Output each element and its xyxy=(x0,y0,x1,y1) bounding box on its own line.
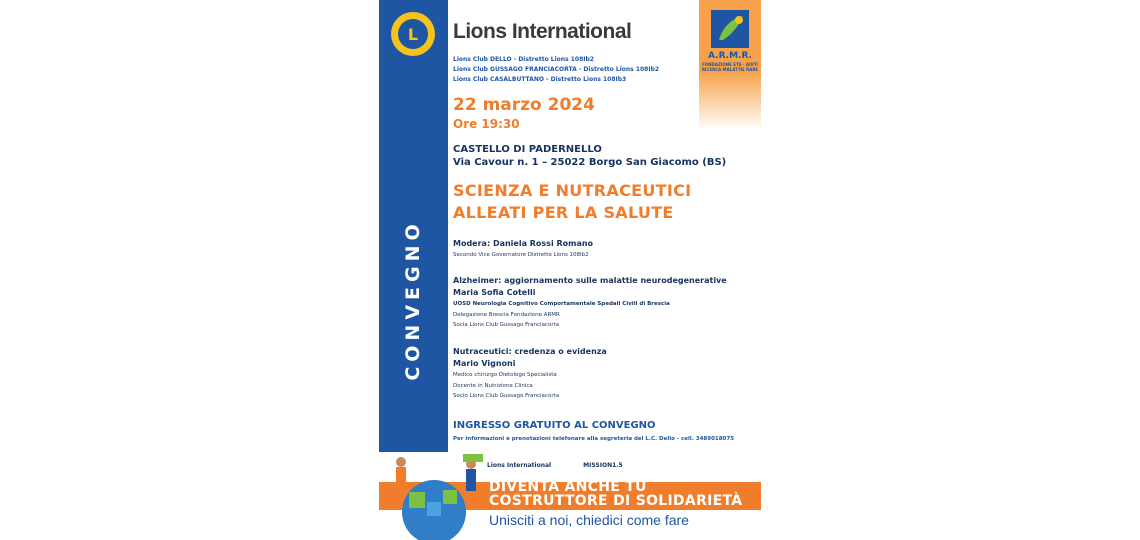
topic-line: SCIENZA E NUTRACEUTICI xyxy=(453,181,692,200)
club-line: Lions Club CASALBUTTANO - Distretto Lions 108Ib3 xyxy=(453,76,627,83)
venue-name: CASTELLO DI PADERNELLO xyxy=(453,144,602,155)
talk-block-2 xyxy=(453,346,753,402)
talk-speaker: Mario Vignoni xyxy=(453,359,516,368)
footer-lions-logo: Lions International xyxy=(487,462,552,469)
venue-address: Via Cavour n. 1 – 25022 Borgo San Giacomo (BS) xyxy=(453,157,727,168)
moderator-block xyxy=(453,238,753,261)
call-to-action-line: COSTRUTTORE DI SOLIDARIETÀ xyxy=(489,493,743,509)
lions-logo-icon xyxy=(389,10,437,58)
club-list xyxy=(453,55,659,85)
talk-speaker-line: Socio Lions Club Gussago Franciacorta xyxy=(453,393,560,399)
talk-speaker-line: Socia Lions Club Gussago Franciacorta xyxy=(453,322,560,328)
talk-speaker-line: Docente in Nutrizione Clinica xyxy=(453,382,533,389)
armr-subtitle: FONDAZIONE ETS · AIUTI RICERCA MALATTIE RARE xyxy=(701,62,759,72)
entry-title: INGRESSO GRATUITO AL CONVEGNO xyxy=(453,420,656,431)
svg-text:L: L xyxy=(407,25,419,44)
talk-title: Nutraceutici: credenza o evidenza xyxy=(453,347,607,356)
entry-info: Per informazioni e prenotazioni telefonare alla segreteria del L.C. Dello - cell. 3489018075 xyxy=(453,436,735,442)
event-venue xyxy=(453,143,726,169)
talk-speaker-line: Medico chirurgo Dietologo Specialista xyxy=(453,372,557,378)
moderator-role: Secondo Vice Governatore Distretto Lions 108Ib2 xyxy=(453,252,589,258)
armr-panel xyxy=(699,0,761,130)
event-time: Ore 19:30 xyxy=(453,117,520,131)
club-line: Lions Club DELLO - Distretto Lions 108Ib2 xyxy=(453,56,594,63)
topic-line: ALLEATI PER LA SALUTE xyxy=(453,203,674,222)
event-date: 22 marzo 2024 xyxy=(453,95,595,115)
talk-block-1 xyxy=(453,275,753,331)
footer-logos xyxy=(487,462,623,469)
brand-title: Lions International xyxy=(453,20,632,43)
armr-title: A.R.M.R. xyxy=(708,51,752,61)
moderator-heading: Modera: Daniela Rossi Romano xyxy=(453,239,594,248)
talk-title: Alzheimer: aggiornamento sulle malattie neurodegenerative xyxy=(453,276,727,285)
call-to-action-line: DIVENTA ANCHE TU xyxy=(489,479,647,495)
blue-sidebar xyxy=(379,0,448,460)
talk-speaker: Maria Sofia Cotelli xyxy=(453,288,536,297)
event-poster xyxy=(379,0,761,540)
talk-speaker-line: UOSD Neurologia Cognitivo Comportamentale Spedali Civili di Brescia xyxy=(453,301,670,307)
footer-banner xyxy=(379,452,761,540)
talk-speaker-line: Delegazione Brescia Fondazione ARMR xyxy=(453,311,560,318)
convegno-label: CONVEGNO xyxy=(402,219,424,381)
armr-logo-icon xyxy=(709,8,751,50)
volunteers-illustration-icon xyxy=(379,452,489,540)
call-to-action-tagline: Unisciti a noi, chiedici come fare xyxy=(489,512,689,528)
club-line: Lions Club GUSSAGO FRANCIACORTA - Distretto Lions 108Ib2 xyxy=(453,66,660,73)
footer-mission-logo: MISSION1.5 xyxy=(583,462,623,469)
event-topic xyxy=(453,180,691,224)
